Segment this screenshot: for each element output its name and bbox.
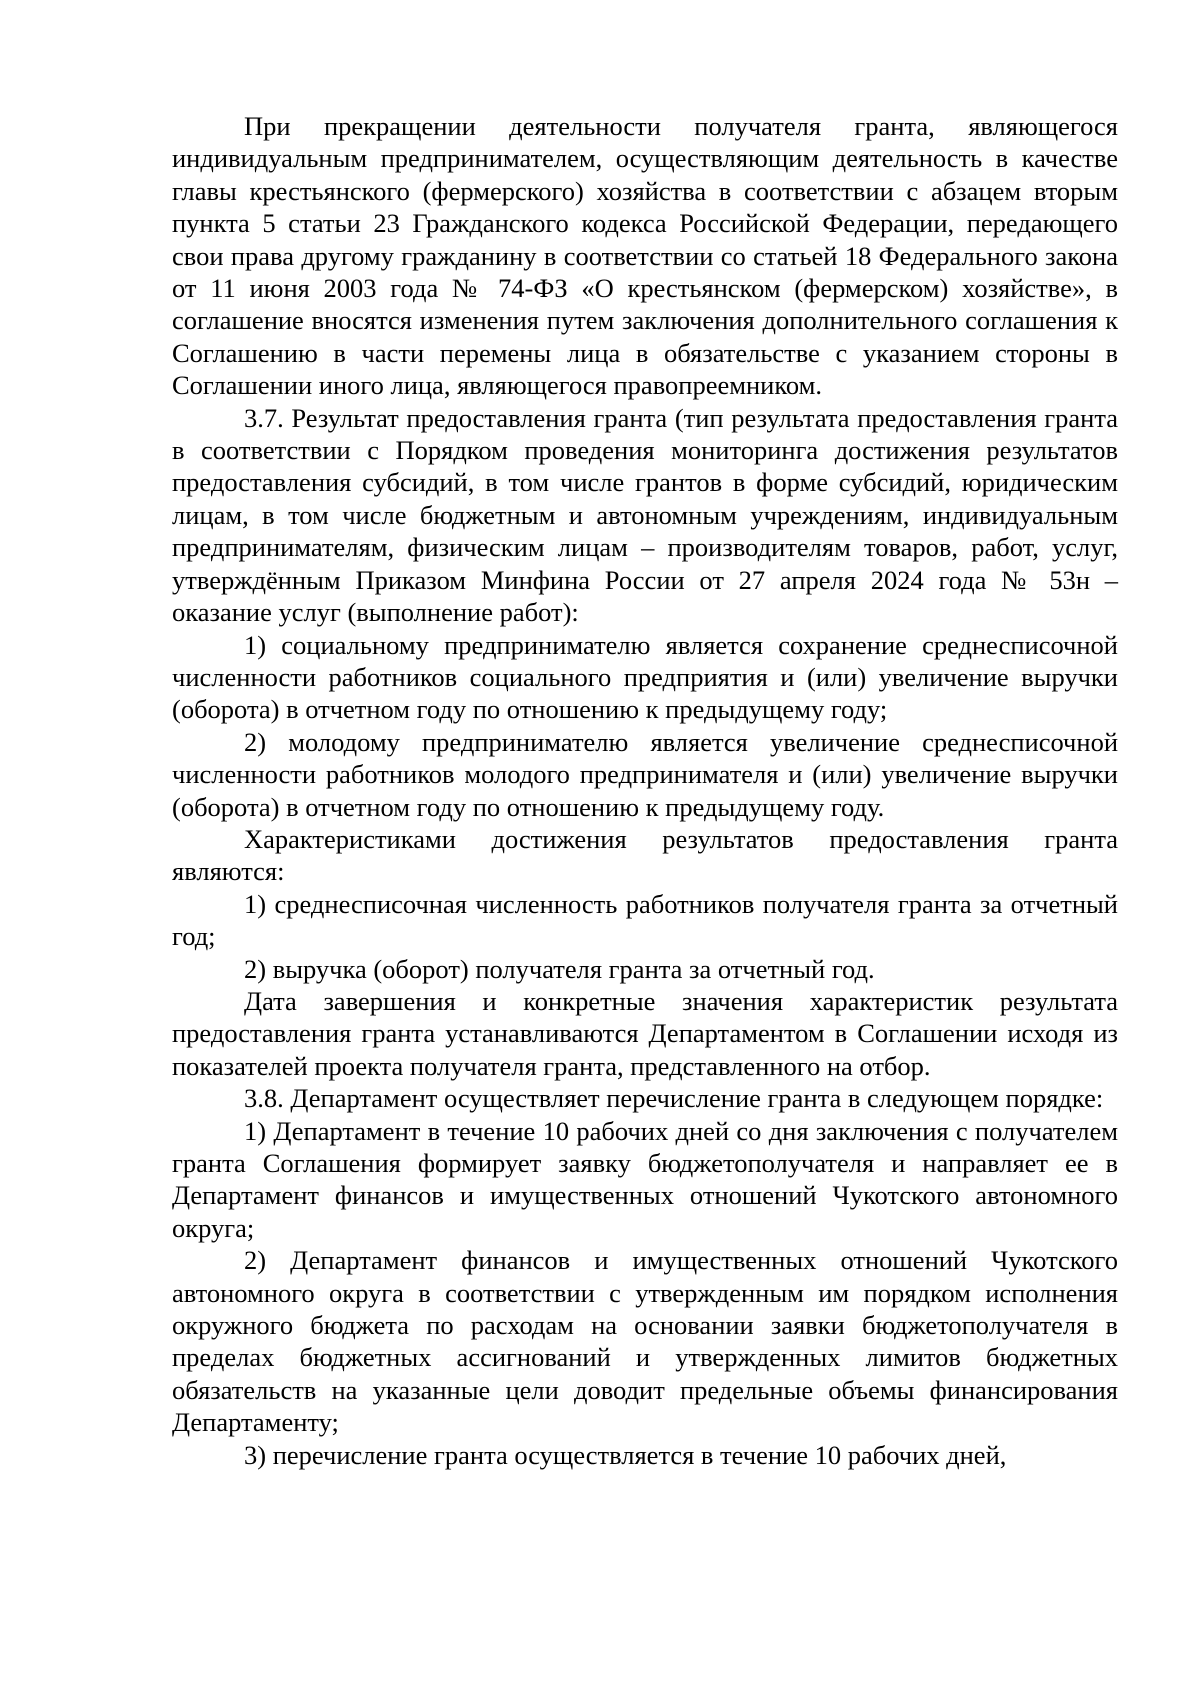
paragraph-characteristic-headcount: 1) среднесписочная численность работников получателя гранта за отчетный год; xyxy=(172,888,1118,952)
paragraph-3-8-transfer: 3.8. Департамент осуществляет перечисление гранта в следующем порядке: xyxy=(244,1083,1104,1114)
document-page xyxy=(172,110,1118,1471)
paragraph-characteristic-revenue: 2) выручка (оборот) получателя гранта за отчетный год. xyxy=(244,953,875,984)
paragraph-completion-date: Дата завершения и конкретные значения характеристик результата предоставления гранта устанавливаются Департаментом в Соглашении исходя из показателей проекта получателя гранта, представленного на отбор. xyxy=(172,985,1118,1081)
paragraph-characteristics: Характеристиками достижения результатов предоставления гранта являются: xyxy=(172,823,1118,887)
paragraph-succession: При прекращении деятельности получателя гранта, являющегося индивидуальным предпринимателем, осуществляющим деятельность в качестве главы крестьянского (фермерского) хозяйства в соответствии с абзацем вторым пункта 5 статьи 23 Гражданского кодекса Российской Федерации, передающего свои права другому гражданину в соответствии со статьей 18 Федерального закона от 11 июня 2003 года № 74-ФЗ «О крестьянском (фермерском) хозяйстве», в соглашение вносятся изменения путем заключения дополнительного соглашения к Соглашению в части перемены лица в обязательстве с указанием стороны в Соглашении иного лица, являющегося правопреемником. xyxy=(172,111,1118,401)
paragraph-transfer-step-2: 2) Департамент финансов и имущественных отношений Чукотского автономного округа в соответствии с утвержденным им порядком исполнения окружного бюджета по расходам на основании заявки бюджетополучателя в пределах бюджетных ассигнований и утвержденных лимитов бюджетных обязательств на указанные цели доводит предельные объемы финансирования Департаменту; xyxy=(172,1245,1118,1438)
paragraph-social-entrepreneur: 1) социальному предпринимателю является сохранение среднесписочной численности работников социального предприятия и (или) увеличение выручки (оборота) в отчетном году по отношению к предыдущему году; xyxy=(172,629,1118,725)
paragraph-transfer-step-3: 3) перечисление гранта осуществляется в течение 10 рабочих дней, xyxy=(244,1439,1007,1470)
paragraph-young-entrepreneur: 2) молодому предпринимателю является увеличение среднесписочной численности работников молодого предпринимателя и (или) увеличение выручки (оборота) в отчетном году по отношению к предыдущему году. xyxy=(172,726,1118,822)
paragraph-transfer-step-1: 1) Департамент в течение 10 рабочих дней со дня заключения с получателем гранта Соглашения формирует заявку бюджетополучателя и направляет ее в Департамент финансов и имущественных отношений Чукотского автономного округа; xyxy=(172,1115,1118,1243)
paragraph-3-7-result: 3.7. Результат предоставления гранта (тип результата предоставления гранта в соответствии с Порядком проведения мониторинга достижения результатов предоставления субсидий, в том числе грантов в форме субсидий, юридическим лицам, в том числе бюджетным и автономным учреждениям, индивидуальным предпринимателям, физическим лицам – производителям товаров, работ, услуг, утверждённым Приказом Минфина России от 27 апреля 2024 года № 53н – оказание услуг (выполнение работ): xyxy=(172,402,1118,628)
